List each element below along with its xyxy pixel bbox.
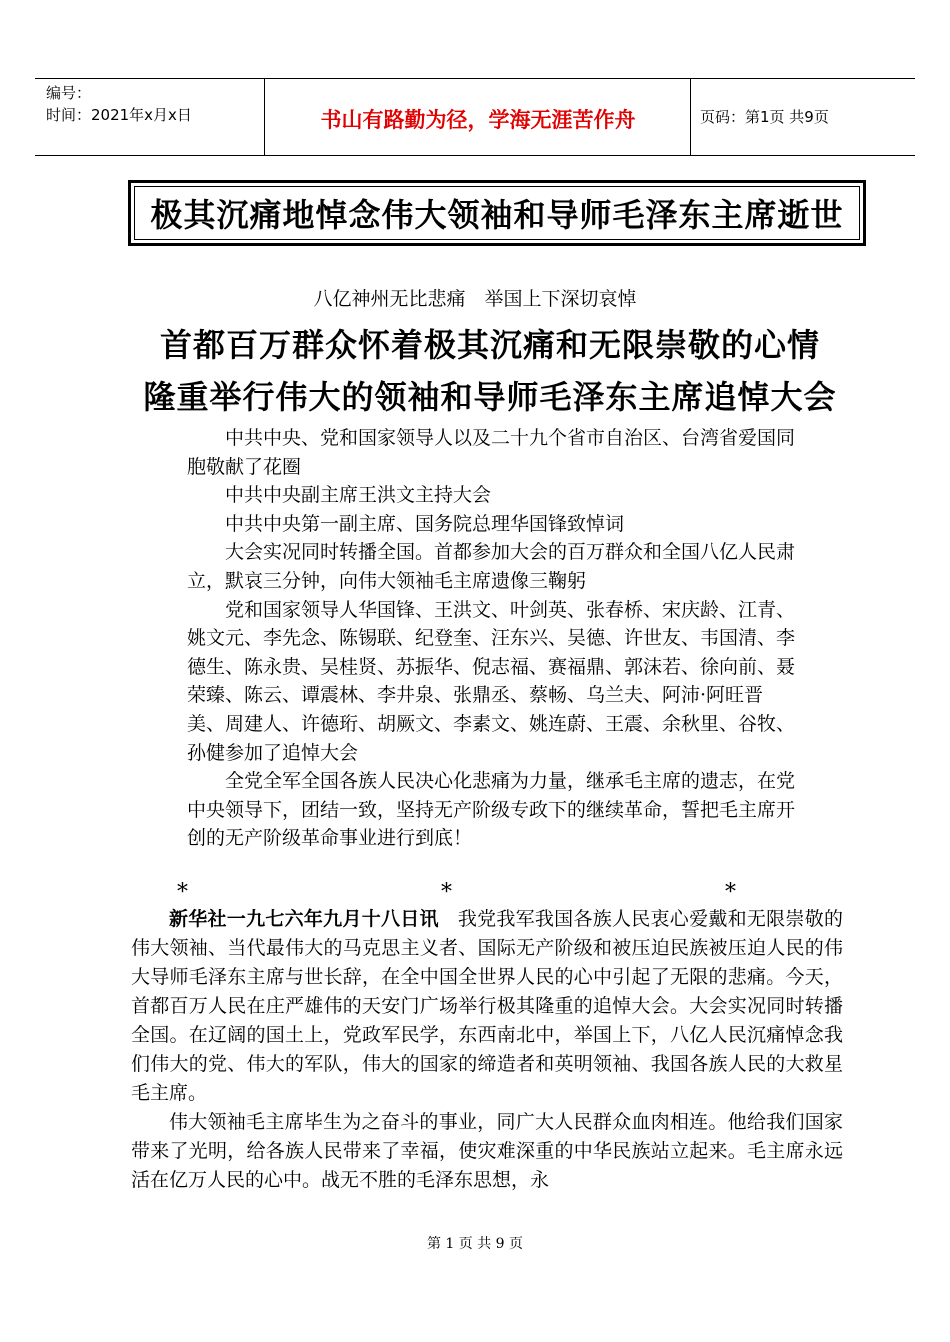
document-time-label: 时间：2021年x月x日 — [46, 106, 192, 124]
document-number-label: 编号： — [46, 84, 92, 102]
header-top-rule — [35, 78, 915, 79]
article-paragraph: 伟大领袖毛主席毕生为之奋斗的事业，同广大人民群众血肉相连。他给我们国家带来了光明，给各族人民带来了幸福，使灾难深重的中华民族站立起来。毛主席永远活在亿万人民的心中。战无不胜的毛泽东思想，永 — [131, 1111, 843, 1191]
header-motto: 书山有路勤为径，学海无涯苦作舟 — [320, 108, 636, 132]
summary-item: 中共中央副主席王洪文主持大会 — [225, 484, 492, 507]
summary-item: 中共中央第一副主席、国务院总理华国锋致悼词 — [225, 512, 625, 535]
summary-item: 党和国家领导人华国锋、王洪文、叶剑英、张春桥、宋庆龄、江青、姚文元、李先念、陈锡联、纪登奎、汪东兴、吴德、许世友、韦国清、李德生、陈永贵、吴桂贤、苏振华、倪志福、赛福鼎、郭沫若、徐向前、聂荣臻、陈云、谭震林、李井泉、张鼎丞、蔡畅、乌兰夫、阿沛·阿旺晋美、周建人、许德珩、胡厥文、李素文、姚连蔚、王震、余秋里、谷牧、孙健参加了追悼大会 — [187, 598, 796, 764]
separator-star: * — [725, 880, 736, 905]
separator-star: * — [177, 880, 188, 905]
header-meta — [46, 82, 192, 126]
subheading: 八亿神州无比悲痛 举国上下深切哀悼 — [313, 288, 637, 310]
paragraph-text: 我党我军我国各族人民衷心爱戴和无限崇敬的伟大领袖、当代最伟大的马克思主义者、国际无产阶级和被压迫民族被压迫人民的伟大导师毛泽东主席与世长辞，在全中国全世界人民的心中引起了无限的悲痛。今天，首都百万人民在庄严雄伟的天安门广场举行极其隆重的追悼大会。大会实况同时转播全国。在辽阔的国土上，党政军民学，东西南北中，举国上下，八亿人民沉痛悼念我们伟大的党、伟大的军队，伟大的国家的缔造者和英明领袖、我国各族人民的大救星毛主席。 — [131, 908, 843, 1104]
header-page-info: 页码：第1页 共9页 — [700, 108, 829, 126]
boxed-title-frame — [128, 180, 866, 246]
article-paragraph — [131, 905, 843, 1108]
dateline: 新华社一九七六年九月十八日讯 — [169, 908, 439, 930]
separator-star: * — [441, 880, 452, 905]
page-footer: 第 1 页 共 9 页 — [426, 1236, 524, 1252]
headline-line-2: 隆重举行伟大的领袖和导师毛泽东主席追悼大会 — [143, 378, 837, 416]
summary-item: 全党全军全国各族人民决心化悲痛为力量，继承毛主席的遗志，在党中央领导下，团结一致，坚持无产阶级专政下的继续革命，誓把毛主席开创的无产阶级革命事业进行到底！ — [187, 770, 796, 850]
header-divider-left — [264, 78, 265, 156]
headline-line-1: 首都百万群众怀着极其沉痛和无限崇敬的心情 — [159, 326, 820, 364]
summary-block — [187, 424, 797, 853]
article-body — [131, 905, 843, 1195]
header-divider-right — [690, 78, 691, 156]
summary-item: 中共中央、党和国家领导人以及二十九个省市自治区、台湾省爱国同胞敬献了花圈 — [187, 427, 796, 478]
header-bottom-rule — [35, 155, 915, 156]
summary-item: 大会实况同时转播全国。首都参加大会的百万群众和全国八亿人民肃立，默哀三分钟，向伟大领袖毛主席遗像三鞠躬 — [187, 541, 796, 592]
boxed-title: 极其沉痛地悼念伟大领袖和导师毛泽东主席逝世 — [150, 196, 844, 234]
